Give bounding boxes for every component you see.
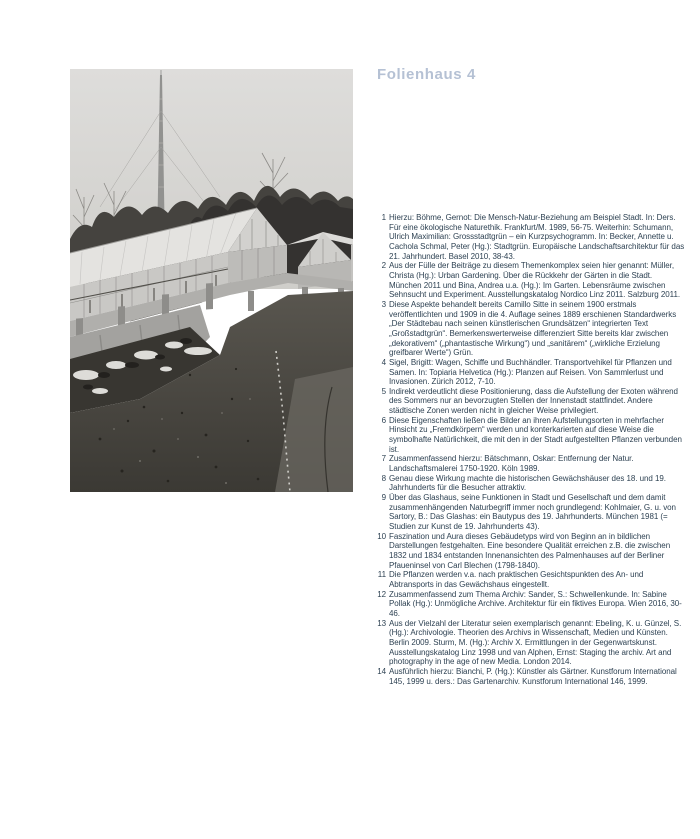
footnote-text: Diese Aspekte behandelt bereits Camillo Sitte in seinem 1900 erstmals veröffentlichten und 1909 in die 4. Auflage seines 1889 erschienen Standardwerks „Der Städtebau nach seinen künstlerischen Grundsätzen“ integrierten Text „Großstadtgrün“. Bemerkenswerterweise differenziert Sitte bereits klar zwischen „dekorativem“ („phantastische Wirkung“) und „sanitärem“ („wirkliche Erzielung greifbarer Werte“) Grün. <box>389 299 677 358</box>
footnote-number: 10 <box>377 531 386 541</box>
footnote-number: 2 <box>381 261 386 271</box>
footnote-number: 7 <box>381 454 386 464</box>
footnote-text: Über das Glashaus, seine Funktionen in Stadt und Gesellschaft und dem damit zusammenhängenden Naturbegriff immer noch grundlegend: Kohlmaier, G. u. von Sartory, B.: Das Glashas: ein Bautypus des 19. Jahrhunderts. München 1981 (= Studien zur Kunst de 19. Jahrhunderts 43). <box>389 493 676 531</box>
footnote-text: Diese Eigenschaften ließen die Bilder an ihren Aufstellungsorten in mehrfacher Hinsicht zu „Fremdkörpern“ werden und konterkarierten auf diese Weise die symbolhafte Natürlichkeit, die mit den in der Stadt aufgestellten Pflanzen verbunden ist. <box>389 415 682 454</box>
footnote-item <box>377 387 685 416</box>
footnote-text: Aus der Vielzahl der Literatur seien exemplarisch genannt: Ebeling, K. u. Günzel, S. (Hg.): Archivologie. Theorien des Archivs in Wissenschaft, Medien und Künsten. Berlin 2009. Sturm, M. (Hg.): Archiv X. Ermittlungen in der Gegenwartskunst. Ausstellungskatalog Linz 1998 und van Alphen, Ernst: Staging the archiv. Art and photography in the age of new Media. London 2014. <box>389 618 682 667</box>
footnote-number: 11 <box>377 570 386 580</box>
footnote-number: 4 <box>381 357 386 367</box>
footnote-number: 14 <box>377 666 386 676</box>
footnote-item <box>377 213 685 261</box>
footnote-item <box>377 261 685 300</box>
footnote-text: Genau diese Wirkung machte die historischen Gewächshäuser des 18. und 19. Jahrhunderts für die Besucher attraktiv. <box>389 473 666 493</box>
footnote-text: Ausführlich hierzu: Bianchi, P. (Hg.): Künstler als Gärtner. Kunstforum International 145, 1999 u. ders.: Das Gartenarchiv. Kunstforum International 146, 1999. <box>389 666 677 686</box>
footnote-number: 1 <box>381 213 386 222</box>
footnote-text: Zusammenfassend zum Thema Archiv: Sander, S.: Schwellenkunde. In: Sabine Pollak (Hg.): Unmögliche Archive. Architektur für ein fiktives Europa. Wien 2016, 30-46. <box>389 589 682 618</box>
footnote-text: Sigel, Brigitt: Wagen, Schiffe und Buchhändler. Transportvehikel für Pflanzen und Samen. In: Topiaria Helvetica (Hg.): Planzen auf Reisen. Von Sammlerlust und Invasionen. Zürich 2012, 7-10. <box>389 357 672 387</box>
footnote-list <box>377 213 685 686</box>
footnote-number: 5 <box>381 386 386 396</box>
footnote-item <box>377 570 685 589</box>
footnote-number: 12 <box>377 589 386 599</box>
footnote-item <box>377 532 685 571</box>
footnote-text: Hierzu: Böhme, Gernot: Die Mensch-Natur-Beziehung am Beispiel Stadt. In: Ders. Für eine ökologische Naturethik. Frankfurt/M. 1989, 56-75. Weiterhin: Schumann, Ulrich Maximilian: Grossstadtgrün – ein Kurzpsychogramm. In: Becker, Annette u. Cachola Schmal, Peter (Hg.): Stadtgrün. Europäische Landschaftsarchitektur für das 21. Jahrhundert. Basel 2010, 38-43. <box>389 213 685 261</box>
footnotes-column <box>377 213 685 686</box>
footnote-text: Aus der Fülle der Beiträge zu diesem Themenkomplex seien hier genannt: Müller, Christa (Hg.): Urban Gardening. Über die Rückkehr der Gärten in die Stadt. München 2011 und Bina, Andrea u.a. (Hg.): Im Garten. Lebensräume zwischen Sehnsucht und Experiment. Ausstellungskatalog Nordico Linz 2011. Salzburg 2011. <box>389 261 681 300</box>
footnote-item <box>377 590 685 619</box>
footnote-item <box>377 619 685 667</box>
footnote-item <box>377 416 685 455</box>
page-title: Folienhaus 4 <box>377 66 476 83</box>
footnote-text: Indirekt verdeutlicht diese Positionierung, dass die Aufstellung der Exoten während des Sommers nur an bevorzugten Stellen der Innenstadt stattfindet. Andere städtische Zonen werden nicht in gleicher Weise privilegiert. <box>389 386 678 416</box>
footnote-number: 6 <box>381 415 386 425</box>
footnote-item <box>377 493 685 532</box>
footnote-number: 3 <box>381 299 386 309</box>
footnote-item <box>377 358 685 387</box>
footnote-number: 8 <box>381 473 386 483</box>
footnote-item <box>377 667 685 686</box>
footnote-text: Zusammenfassend hierzu: Bätschmann, Oskar: Entfernung der Natur. Landschaftsmalerei 1750-1920. Köln 1989. <box>389 454 634 474</box>
footnote-item <box>377 300 685 358</box>
greenhouse-photo <box>70 69 353 492</box>
footnote-item <box>377 474 685 493</box>
footnote-number: 9 <box>381 493 386 503</box>
footnote-text: Faszination und Aura dieses Gebäudetyps wird von Beginn an in bildlichen Darstellungen festgehalten. Eine besondere Qualität erreichen z.B. die zwischen 1832 und 1834 entstanden Innenansichten des Palmenhauses auf der Berliner Pfaueninsel von Carl Blechen (1798-1840). <box>389 531 671 570</box>
photo-scene <box>70 69 353 492</box>
footnote-number: 13 <box>377 618 386 628</box>
footnote-item <box>377 454 685 473</box>
footnote-text: Die Pflanzen werden v.a. nach praktischen Gesichtspunkten des An- und Abtransports in das Gewächshaus eingestellt. <box>389 570 644 589</box>
